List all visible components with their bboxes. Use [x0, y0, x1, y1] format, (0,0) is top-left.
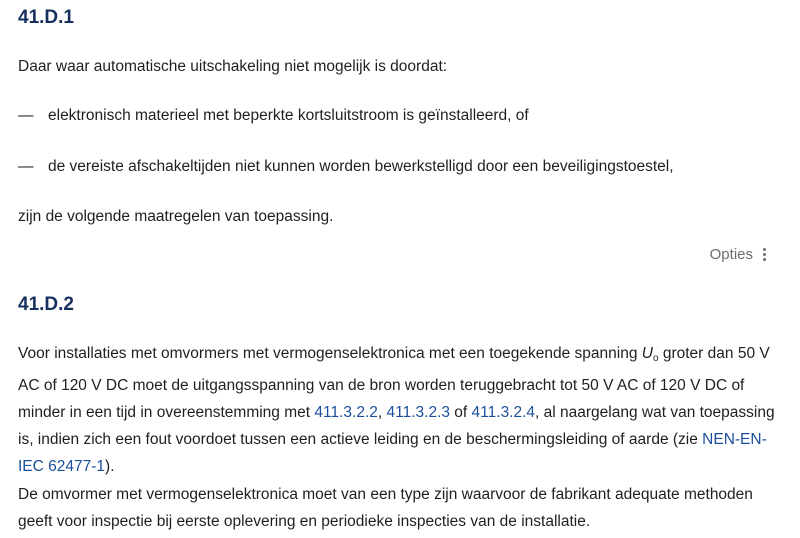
section-title-41-d-1: 41.D.1	[18, 7, 74, 28]
ref-link-411-3-2-2[interactable]: 411.3.2.2	[314, 404, 378, 421]
text: Voor installaties met omvormers met vermogenselektronica met een toegekende spanning	[18, 345, 642, 362]
var-symbol: U	[641, 345, 653, 362]
dash-bullet: —	[18, 158, 34, 175]
voltage-variable	[642, 345, 659, 362]
ref-link-411-3-2-3[interactable]: 411.3.2.3	[386, 404, 450, 421]
ref-link-411-3-2-4[interactable]: 411.3.2.4	[471, 404, 536, 421]
list-item-text: de vereiste afschakeltijden niet kunnen worden bewerkstelligd door een beveiligingstoestel,	[48, 158, 674, 175]
options-label: Opties	[709, 246, 753, 263]
section-2-paragraph-2: De omvormer met vermogenselektronica moet van een type zijn waarvoor de fabrikant adequate methoden geeft voor inspectie bij eerste oplevering en periodieke inspecties van de installatie.	[18, 486, 753, 530]
text: , al naargelang wat van toepassing is, indien zich een fout voordoet tussen een actieve leiding en de beschermingsleiding of aarde (zie	[18, 404, 775, 448]
text: groter dan 50 V AC of 120 V DC moet de uitgangsspanning van de bron worden teruggebracht tot 50 V AC of 120 V DC of minder in een tijd in overeenstemming met	[18, 345, 770, 421]
list-item	[18, 102, 778, 129]
dash-bullet: —	[18, 107, 34, 124]
list-item-text: elektronisch materieel met beperkte kortsluitstroom is geïnstalleerd, of	[48, 107, 529, 124]
text: of	[450, 404, 472, 421]
options-button[interactable]	[710, 246, 766, 263]
var-subscript: o	[652, 353, 659, 364]
section-1-intro: Daar waar automatische uitschakeling niet mogelijk is doordat:	[18, 58, 448, 75]
section-title-41-d-2: 41.D.2	[18, 294, 74, 315]
section-2-paragraph-1	[18, 340, 778, 480]
list-item	[18, 153, 778, 180]
more-vertical-icon	[763, 248, 766, 261]
section-1-outro: zijn de volgende maatregelen van toepassing.	[18, 208, 334, 225]
ref-link-nen-en-iec-62477-1[interactable]: NEN-EN-IEC 62477-1	[18, 431, 767, 475]
text: ,	[377, 404, 387, 421]
text: ).	[105, 458, 115, 475]
